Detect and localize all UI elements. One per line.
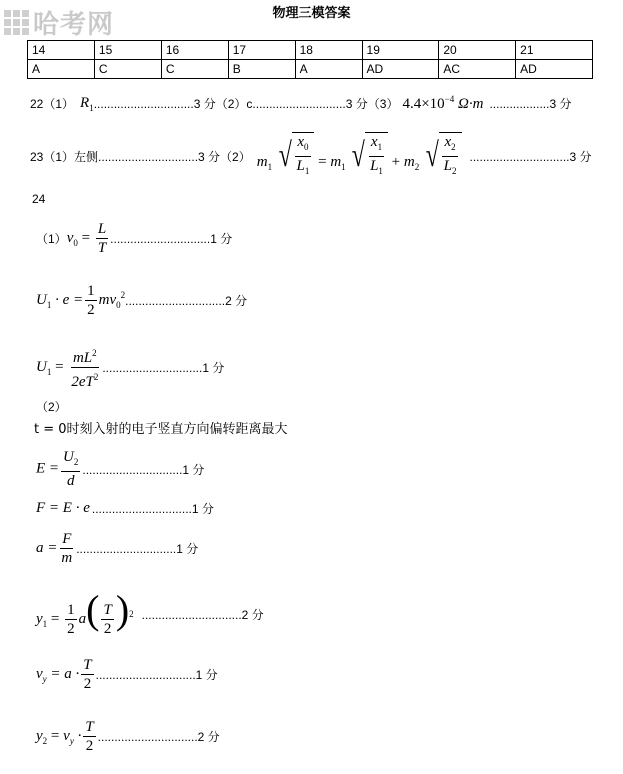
table-cell: A [295, 60, 362, 79]
q24-y2-formula: $y_2 = v_y$ · $\frac{T}{2}$ [36, 719, 94, 754]
answer-table [27, 40, 593, 79]
q24-part1-label: （1） [36, 232, 67, 246]
q22-a3: $4.4\times 10^{-4}$ Ω·m [402, 94, 484, 112]
table-cell: C [94, 60, 161, 79]
q22-line [30, 94, 571, 113]
table-cell: 20 [439, 41, 516, 60]
q24-energy-formula: $U_1 \cdot e$ = $\frac{1}{2}$ $mv_0^2$ [36, 283, 126, 318]
q24-F-dots: ..............................1 分 [91, 502, 214, 516]
q24-v0-formula: $v_0$ = $\frac{L}{T}$ [66, 221, 107, 256]
q24-U1-dots: ..............................1 分 [102, 361, 225, 375]
q24-part2-label: （2） [36, 400, 67, 414]
q24-vy-line [36, 656, 218, 693]
table-cell: AD [516, 60, 593, 79]
table-cell: AD [362, 60, 439, 79]
q24-energy-dots: ..............................2 分 [125, 294, 248, 308]
q24-U1-formula: $U_1$ = $\frac{mL^2}{2eT^2}$ [36, 344, 102, 391]
q24-label: 24 [32, 192, 46, 206]
q22-a1: $R_1$ [80, 94, 94, 113]
table-cell: AC [439, 60, 516, 79]
table-cell: B [228, 60, 295, 79]
q22-dots1: ..............................3 分（2）c............................3 分（3） [93, 97, 399, 111]
q24-a-line [36, 530, 198, 567]
q24-U1-line [36, 344, 224, 391]
table-cell: 18 [295, 41, 362, 60]
q24-a-dots: ..............................1 分 [76, 542, 199, 556]
table-cell: 21 [516, 41, 593, 60]
page-title: 物理三模答案 [272, 6, 351, 21]
q24-a-formula: a = $\frac{F}{m}$ [36, 531, 73, 566]
q24-energy-line [36, 282, 247, 319]
q22-label: 22（1） [30, 97, 75, 111]
q23-line [30, 132, 592, 180]
table-cell: C [161, 60, 228, 79]
table-answer-row [28, 60, 593, 79]
table-cell: A [28, 60, 95, 79]
q23-label: 23（1）左侧..............................3 分（2） [30, 149, 251, 164]
q24-vy-formula: $v_y = a$ · $\frac{T}{2}$ [36, 657, 92, 692]
table-cell: 17 [228, 41, 295, 60]
q24-vy-dots: ..............................1 分 [95, 668, 218, 682]
q22-dots3: ..................3 分 [489, 97, 572, 111]
table-cell: 14 [28, 41, 95, 60]
q24-y2-dots: ..............................2 分 [97, 730, 220, 744]
q24-F-formula: F = E · e [36, 500, 90, 516]
q24-v0-dots: ..............................1 分 [110, 232, 233, 246]
q23-dots: ..............................3 分 [469, 149, 592, 164]
q24-E-dots: ..............................1 分 [82, 462, 205, 477]
q24-statement: t = 0时刻入射的电子竖直方向偏转距离最大 [34, 422, 288, 437]
table-cell: 19 [362, 41, 439, 60]
table-cell: 15 [94, 41, 161, 60]
q24-E-formula: E = $\frac{U_2}{d}$ [36, 449, 79, 489]
q24-y1-line [36, 587, 264, 638]
table-cell: 16 [161, 41, 228, 60]
q24-y1-dots: ..............................2 分 [141, 607, 264, 622]
q24-E-line [36, 448, 204, 490]
table-header-row [28, 41, 593, 60]
watermark-text: 哈考网 [33, 10, 115, 40]
q24-y2-line [36, 718, 220, 755]
q24-v0-line [36, 220, 232, 257]
q24-F-line [36, 500, 214, 517]
q23-formula: $m_1$ √ $\frac{x_0}{L_1}$ = $m_1$ √ $\frac{x_1}{L_1}$ + $m_2$ √ $\frac{x_2}{L_2}$ [257, 132, 462, 180]
q24-y1-formula: $y_1$ = $\frac{1}{2}$ a( $\frac{T}{2}$ )$^2$ [36, 587, 134, 638]
